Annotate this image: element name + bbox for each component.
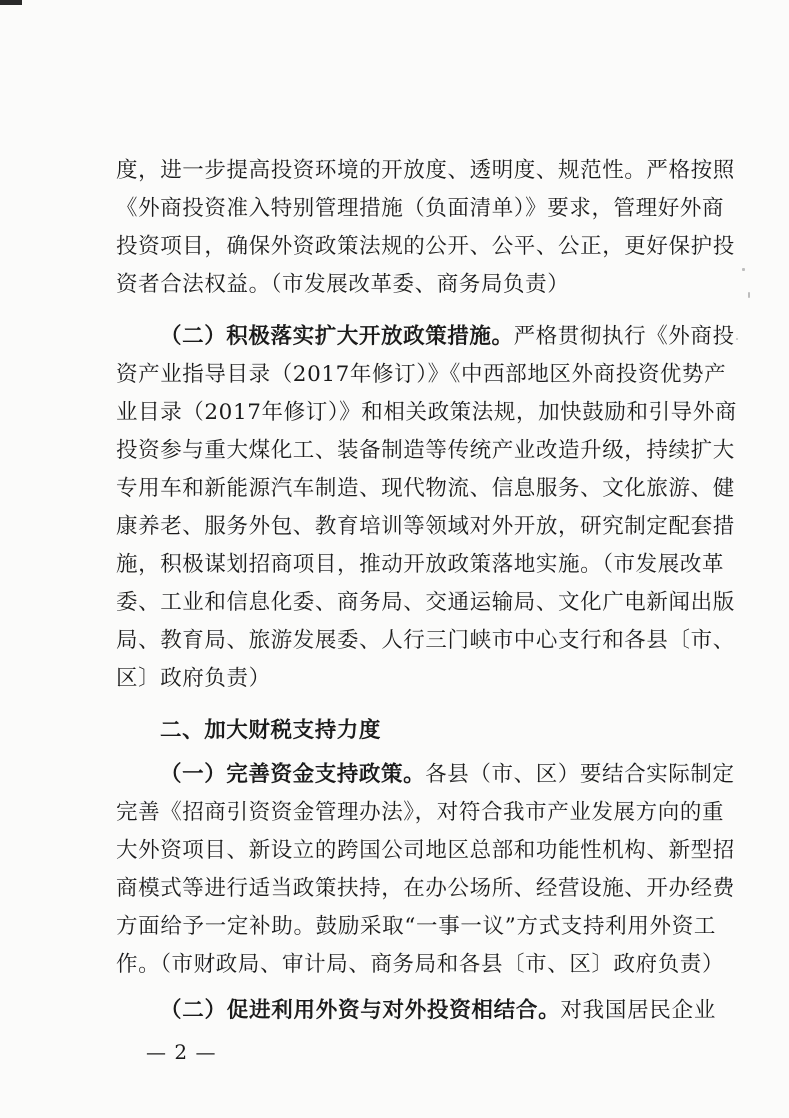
text-line: 专用车和新能源汽车制造、现代物流、信息服务、文化旅游、健 xyxy=(116,476,735,501)
line-text: 严格贯彻执行《外商投 xyxy=(513,324,735,349)
heading-text: 二、加大财税支持力度 xyxy=(160,718,382,743)
text-line: 施，积极谋划招商项目，推动开放政策落地实施。（市发展改革 xyxy=(116,552,725,577)
text-line xyxy=(116,992,716,1030)
text-line: 业目录（2017年修订）》和相关政策法规，加快鼓励和引导外商 xyxy=(116,400,737,425)
paragraph xyxy=(116,756,735,984)
text-line: 局、教育局、旅游发展委、人行三门峡市中心支行和各县〔市、 xyxy=(116,628,735,653)
scan-speck xyxy=(742,268,745,271)
paragraph-lead: （二）积极落实扩大开放政策措施。 xyxy=(160,324,514,349)
text-line: 完善《招商引资资金管理办法》，对符合我市产业发展方向的重 xyxy=(116,800,725,825)
text-line: 委、工业和信息化委、商务局、交通运输局、文化广电新闻出版 xyxy=(116,590,735,615)
text-line: 投资参与重大煤化工、装备制造等传统产业改造升级，持续扩大 xyxy=(116,438,735,463)
scan-speck xyxy=(736,338,738,340)
body-text xyxy=(116,152,737,1030)
line-text: 对我国居民企业 xyxy=(560,998,716,1023)
paragraph-lead: （二）促进利用外资与对外投资相结合。 xyxy=(160,998,561,1023)
paragraph xyxy=(116,152,735,304)
page-number: — 2 — xyxy=(146,1040,217,1064)
paragraph xyxy=(116,318,737,698)
text-line xyxy=(116,318,735,356)
text-line xyxy=(116,756,735,794)
text-line: 方面给予一定补助。鼓励采取“一事一议”方式支持利用外资工 xyxy=(116,914,716,939)
text-line: 作。（市财政局、审计局、商务局和各县〔市、区〕政府负责） xyxy=(116,952,725,977)
text-line: 区〕政府负责） xyxy=(116,666,271,691)
text-line: 《外商投资准入特别管理措施（负面清单）》要求，管理好外商 xyxy=(116,196,725,221)
text-line: 投资项目，确保外资政策法规的公开、公平、公正，更好保护投 xyxy=(116,234,735,259)
text-line: 度，进一步提高投资环境的开放度、透明度、规范性。严格按照 xyxy=(116,158,735,183)
text-line: 资者合法权益。（市发展改革委、商务局负责） xyxy=(116,272,570,297)
paragraph xyxy=(116,992,716,1030)
text-line: 康养老、服务外包、教育培训等领域对外开放，研究制定配套措 xyxy=(116,514,735,539)
line-text: 各县（市、区）要结合实际制定 xyxy=(425,762,735,787)
text-line: 大外资项目、新设立的跨国公司地区总部和功能性机构、新型招 xyxy=(116,838,735,863)
section-heading xyxy=(116,712,716,750)
text-line: 资产业指导目录（2017年修订）》《中西部地区外商投资优势产 xyxy=(116,362,727,387)
paragraph-lead: （一）完善资金支持政策。 xyxy=(160,762,426,787)
scan-corner-mark xyxy=(0,0,22,5)
text-line: 商模式等进行适当政策扶持，在办公场所、经营设施、开办经费 xyxy=(116,876,735,901)
scan-speck xyxy=(748,292,750,298)
